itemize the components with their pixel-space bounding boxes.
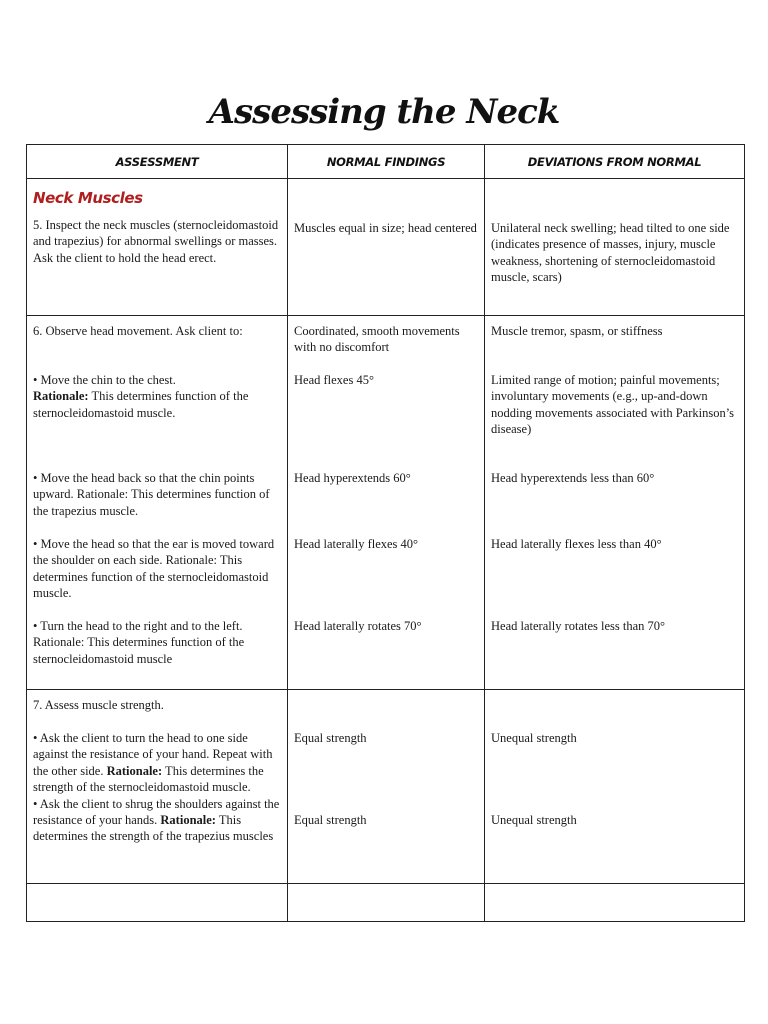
deviation-cell bbox=[485, 179, 745, 316]
normal-cell bbox=[288, 179, 485, 316]
resistance-deviation: Unequal strength bbox=[491, 731, 577, 745]
assessment-cell bbox=[27, 179, 288, 316]
page-title: Assessing the Neck bbox=[208, 92, 560, 132]
table-header-row bbox=[27, 145, 745, 179]
header-deviations: DEVIATIONS FROM NORMAL bbox=[485, 145, 745, 179]
ear-to-shoulder-item: • Move the head so that the ear is moved toward the shoulder on each side. Rationale: This determines function of the sternocleidomastoid muscle. bbox=[33, 537, 275, 601]
ear-to-shoulder-deviation: Head laterally flexes less than 40° bbox=[491, 537, 662, 551]
empty-cell bbox=[485, 884, 745, 922]
step-7-intro: 7. Assess muscle strength. bbox=[33, 698, 164, 712]
turn-head-normal: Head laterally rotates 70° bbox=[294, 619, 422, 633]
chin-to-chest-deviation: Limited range of motion; painful movements; involuntary movements (e.g., up-and-down nodding movements associated with Parkinson’s disease) bbox=[491, 373, 735, 437]
assessment-cell bbox=[27, 316, 288, 690]
step-5-deviation: Unilateral neck swelling; head tilted to one side (indicates presence of masses, injury, muscle weakness, shortening of sternocleidomastoid muscle, scars) bbox=[491, 221, 730, 285]
shrug-rationale: This determines the strength of the trapezius muscles bbox=[33, 813, 274, 844]
rationale-label: Rationale: bbox=[160, 813, 216, 828]
assessment-table bbox=[26, 144, 745, 922]
step-5-normal: Muscles equal in size; head centered bbox=[294, 221, 477, 235]
assessment-cell bbox=[27, 690, 288, 884]
shrug-deviation: Unequal strength bbox=[491, 813, 577, 827]
shrug-text: • Ask the client to shrug the shoulders against the resistance of your hands. bbox=[33, 796, 280, 828]
shrug-item bbox=[27, 796, 287, 845]
step-6-intro: 6. Observe head movement. Ask client to: bbox=[33, 324, 243, 338]
resistance-text: • Ask the client to turn the head to one side against the resistance of your hand. Repeat with the other side. bbox=[33, 731, 273, 778]
resistance-normal: Equal strength bbox=[294, 731, 367, 745]
normal-cell bbox=[288, 690, 485, 884]
chin-to-chest-normal: Head flexes 45° bbox=[294, 373, 374, 387]
head-back-deviation: Head hyperextends less than 60° bbox=[491, 471, 655, 485]
resistance-rationale: This determines the strength of the sternocleidomastoid muscle. bbox=[33, 763, 264, 795]
chin-to-chest-item bbox=[27, 372, 287, 470]
step-5-text: 5. Inspect the neck muscles (sternocleidomastoid and trapezius) for abnormal swellings or masses. Ask the client to hold the head erect. bbox=[33, 218, 279, 265]
turn-head-item: • Turn the head to the right and to the left. Rationale: This determines function of the sternocleidomastoid muscle bbox=[33, 619, 245, 666]
resistance-item bbox=[27, 730, 287, 796]
table-row bbox=[27, 179, 745, 316]
empty-cell bbox=[288, 884, 485, 922]
header-assessment: ASSESSMENT bbox=[27, 145, 288, 179]
empty-table-row bbox=[27, 884, 745, 922]
table-row bbox=[27, 690, 745, 884]
shrug-normal: Equal strength bbox=[294, 813, 367, 827]
turn-head-deviation: Head laterally rotates less than 70° bbox=[491, 619, 666, 633]
step-6-deviation: Muscle tremor, spasm, or stiffness bbox=[491, 324, 663, 338]
ear-to-shoulder-normal: Head laterally flexes 40° bbox=[294, 537, 419, 551]
deviation-cell bbox=[485, 316, 745, 690]
step-6-normal: Coordinated, smooth movements with no discomfort bbox=[294, 324, 460, 355]
chin-to-chest-rationale: This determines function of the sternocleidomastoid muscle. bbox=[33, 389, 249, 420]
chin-to-chest-text: • Move the chin to the chest. bbox=[33, 373, 176, 387]
section-title-neck-muscles: Neck Muscles bbox=[33, 189, 143, 207]
normal-cell bbox=[288, 316, 485, 690]
empty-cell bbox=[27, 884, 288, 922]
head-back-item: • Move the head back so that the chin points upward. Rationale: This determines function of the trapezius muscle. bbox=[33, 471, 270, 518]
rationale-label: Rationale: bbox=[33, 389, 89, 404]
head-back-normal: Head hyperextends 60° bbox=[294, 471, 411, 485]
table-row bbox=[27, 316, 745, 690]
deviation-cell bbox=[485, 690, 745, 884]
rationale-label: Rationale: bbox=[106, 763, 163, 778]
header-normal-findings: NORMAL FINDINGS bbox=[288, 145, 485, 179]
